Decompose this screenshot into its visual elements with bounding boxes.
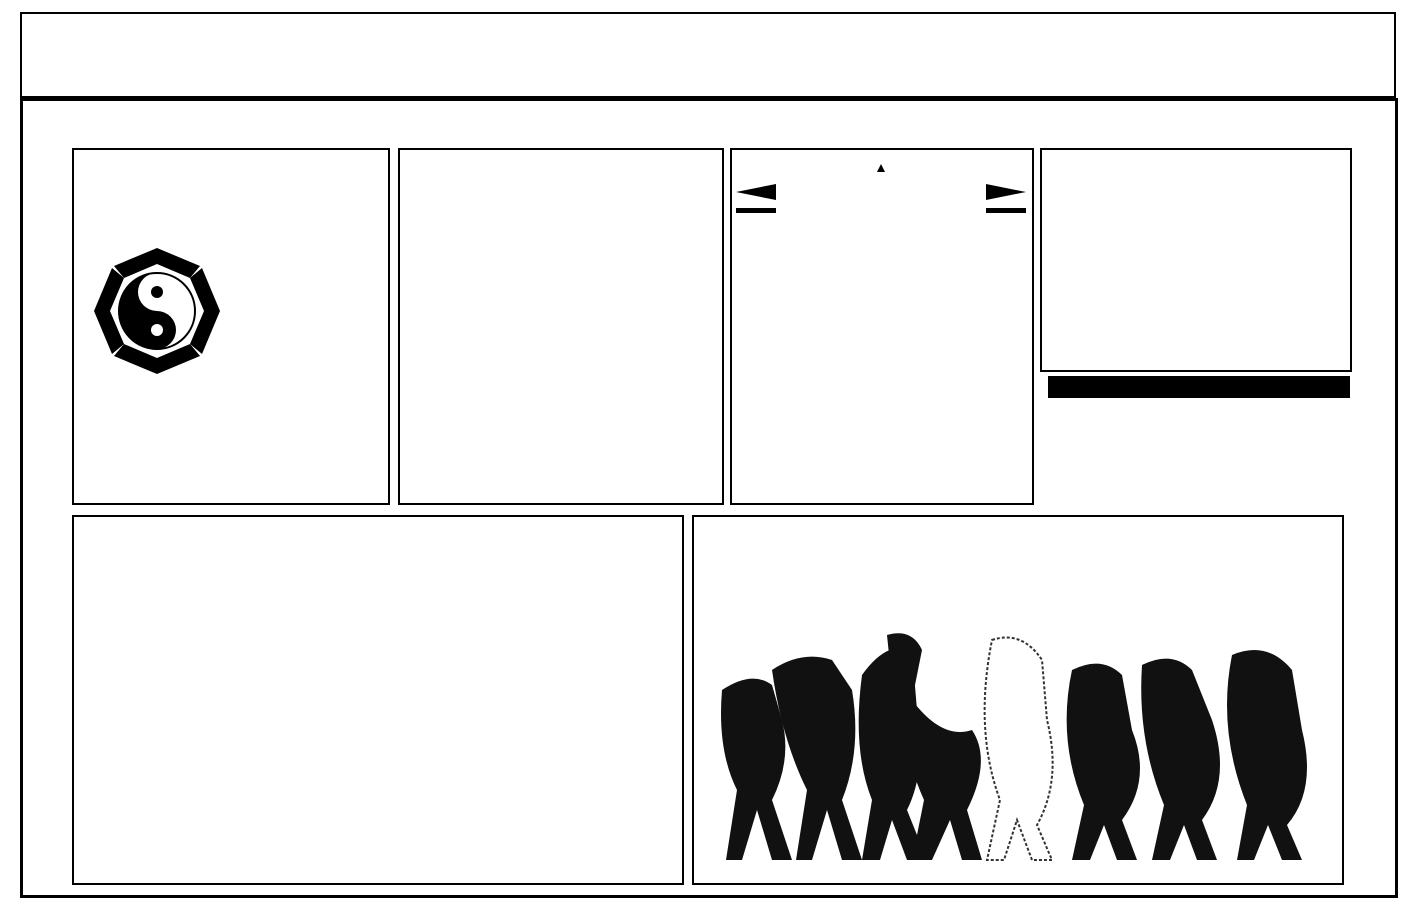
header-box — [20, 12, 1396, 98]
wheel-diagram — [200, 540, 510, 850]
horses-illustration — [712, 630, 1322, 870]
poem-lines — [418, 248, 708, 488]
top-brand-strip — [32, 104, 1392, 136]
hot-table-title — [1048, 376, 1350, 398]
right-brand-strip — [1362, 140, 1394, 895]
bagua-inner-numbers — [82, 236, 232, 386]
abacus-icon — [1064, 206, 1334, 290]
left-brand-strip — [30, 140, 62, 895]
tip-deco — [736, 162, 1026, 222]
